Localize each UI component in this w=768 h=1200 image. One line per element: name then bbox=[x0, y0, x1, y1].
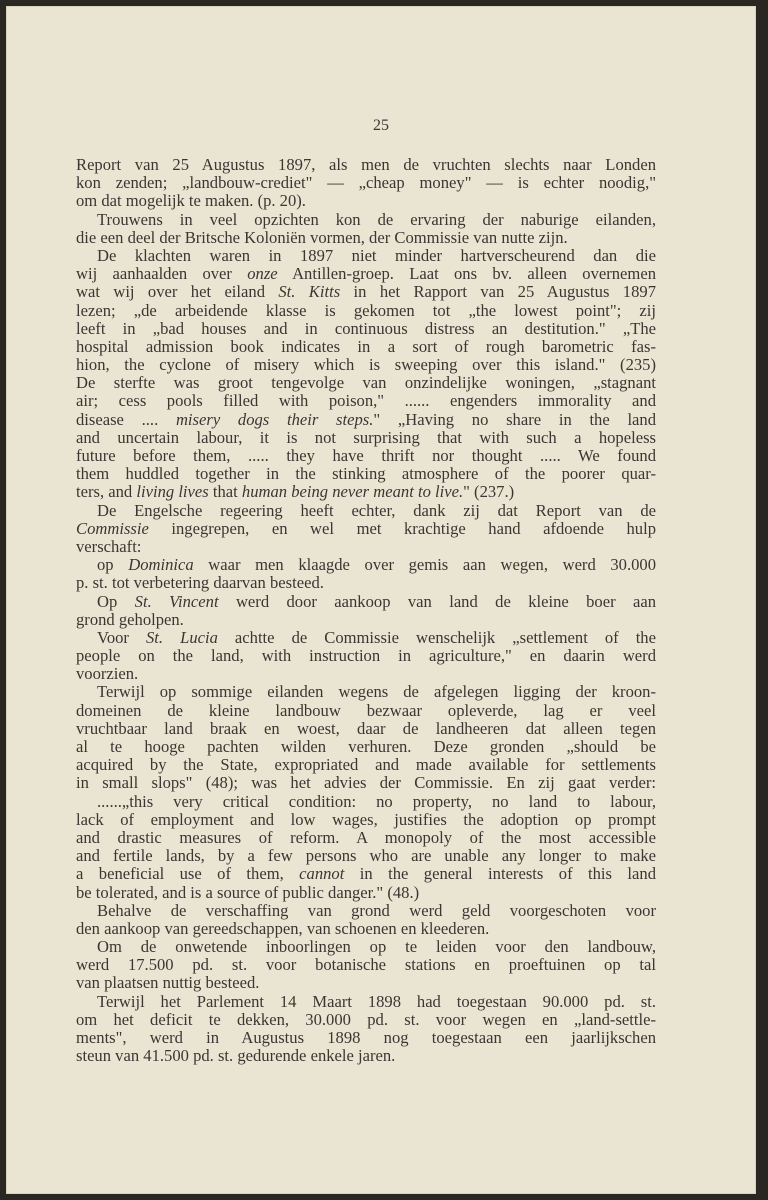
text-line: acquired by the State, expropriated and made available for settlements bbox=[76, 755, 656, 775]
text-line: and uncertain labour, it is not surprising that with such a hopeless bbox=[76, 427, 656, 447]
text-line: and drastic measures of reform. A monopoly of the most accessible bbox=[76, 827, 656, 847]
page bbox=[6, 6, 756, 1194]
text-span: ingegrepen, en wel met krachtige hand afdoende hulp bbox=[148, 518, 656, 538]
text-line: p. st. tot verbetering daarvan besteed. bbox=[76, 573, 324, 593]
text-line: om het deficit te dekken, 30.000 pd. st. voor wegen en „land-settle- bbox=[76, 1009, 656, 1029]
text-line: die een deel der Britsche Koloniën vormen, der Commissie van nutte zijn. bbox=[76, 227, 568, 247]
text-line: van plaatsen nuttig besteed. bbox=[76, 973, 260, 993]
text-line: hospital admission book indicates in a sort of rough barometric fas- bbox=[76, 336, 656, 356]
text-span: " „Having no share in the land bbox=[373, 409, 657, 429]
italic-span: St. Vincent bbox=[134, 591, 219, 611]
text-line: De sterfte was groot tengevolge van onzindelijke woningen, „stagnant bbox=[76, 373, 656, 393]
text-line bbox=[76, 265, 656, 283]
body-text bbox=[76, 156, 656, 1065]
text-line: people on the land, with instruction in agriculture," en daarin werd bbox=[76, 646, 656, 666]
text-span: Voor bbox=[97, 627, 146, 647]
text-line: be tolerated, and is a source of public danger." (48.) bbox=[76, 882, 420, 902]
text-line: Report van 25 Augustus 1897, als men de vruchten slechts naar Londen bbox=[76, 155, 656, 174]
italic-span: living lives bbox=[136, 482, 209, 502]
italic-span: Commissie bbox=[76, 518, 149, 538]
text-line bbox=[76, 283, 656, 301]
text-span: wat wij over het eiland bbox=[76, 282, 279, 302]
text-span: in the general interests of this land bbox=[344, 864, 656, 884]
text-line: hion, the cyclone of misery which is sweeping over this island." (235) bbox=[76, 355, 656, 375]
text-span: waar men klaagde over gemis aan wegen, werd 30.000 bbox=[193, 555, 656, 575]
text-line bbox=[76, 865, 656, 883]
text-line: De klachten waren in 1897 niet minder hartverscheurend dan die bbox=[97, 245, 656, 265]
text-line: future before them, ..... they have thrift nor thought ..... We found bbox=[76, 446, 656, 465]
text-span: wij aanhaalden over bbox=[76, 264, 248, 284]
text-line bbox=[76, 483, 656, 501]
text-line: om dat mogelijk te maken. (p. 20). bbox=[76, 191, 306, 211]
italic-span: cannot bbox=[299, 864, 345, 884]
text-line: verschaft: bbox=[76, 536, 142, 556]
text-line: ments", werd in Augustus 1898 nog toegestaan een jaarlijkschen bbox=[76, 1028, 656, 1047]
text-line: kon zenden; „landbouw-crediet" — „cheap money" — is echter noodig," bbox=[76, 173, 656, 193]
text-span: disease .... bbox=[76, 409, 176, 429]
text-line: steun van 41.500 pd. st. gedurende enkele jaren. bbox=[76, 1046, 396, 1066]
text-line: domeinen de kleine landbouw bezwaar opleverde, lag er veel bbox=[76, 700, 656, 720]
text-span: in het Rapport van 25 Augustus 1897 bbox=[340, 282, 656, 302]
text-span: ters, and bbox=[76, 482, 137, 502]
text-line bbox=[76, 411, 656, 429]
text-line: vruchtbaar land braak en woest, daar de landheeren dat alleen tegen bbox=[76, 718, 656, 738]
italic-span: Dominica bbox=[128, 555, 194, 575]
text-span: Antillen-groep. Laat ons bv. alleen overnemen bbox=[277, 264, 656, 284]
text-line: Behalve de verschaffing van grond werd geld voorgeschoten voor bbox=[97, 900, 656, 920]
text-line: ......„this very critical condition: no property, no land to labour, bbox=[97, 791, 656, 811]
text-line: Terwijl op sommige eilanden wegens de afgelegen ligging der kroon- bbox=[97, 682, 656, 702]
italic-span: misery dogs their steps. bbox=[175, 409, 374, 429]
text-line: werd 17.500 pd. st. voor botanische stations en proeftuinen op tal bbox=[76, 955, 656, 975]
text-line: Trouwens in veel opzichten kon de ervaring der naburige eilanden, bbox=[97, 209, 656, 229]
italic-span: onze bbox=[247, 264, 278, 284]
text-line: lack of employment and low wages, justifies the adoption op prompt bbox=[76, 809, 656, 829]
text-line: leeft in „bad houses and in continuous distress an destitution." „The bbox=[76, 318, 656, 338]
text-span: a beneficial use of them, bbox=[76, 864, 300, 884]
text-line: lezen; „de arbeidende klasse is gekomen tot „the lowest point"; zij bbox=[76, 300, 656, 320]
text-span: " (237.) bbox=[463, 482, 515, 502]
text-line: air; cess pools filled with poison," ...... engenders immorality and bbox=[76, 391, 656, 411]
text-line: in small slops" (48); was het advies der Commissie. En zij gaat verder: bbox=[76, 773, 656, 793]
text-span: Op bbox=[97, 591, 135, 611]
text-line: De Engelsche regeering heeft echter, dank zij dat Report van de bbox=[97, 500, 656, 520]
text-line bbox=[76, 593, 656, 611]
text-span: op bbox=[97, 555, 129, 575]
text-line: them huddled together in the stinking atmosphere of the poorer quar- bbox=[76, 464, 656, 484]
text-line: den aankoop van gereedschappen, van schoenen en kleederen. bbox=[76, 918, 490, 938]
italic-span: St. Lucia bbox=[146, 627, 218, 647]
italic-span: human being never meant to live. bbox=[241, 482, 464, 502]
text-line: voorzien. bbox=[76, 664, 139, 684]
italic-span: St. Kitts bbox=[278, 282, 341, 302]
text-line bbox=[76, 629, 656, 647]
text-line: Terwijl het Parlement 14 Maart 1898 had toegestaan 90.000 pd. st. bbox=[97, 991, 656, 1011]
text-span: that bbox=[208, 482, 242, 502]
text-span: werd door aankoop van land de kleine boer aan bbox=[218, 591, 657, 611]
text-line bbox=[76, 520, 656, 538]
text-line: al te hooge pachten wilden verhuren. Deze gronden „should be bbox=[76, 737, 656, 756]
text-line: Om de onwetende inboorlingen op te leiden voor den landbouw, bbox=[97, 937, 656, 957]
text-line: and fertile lands, by a few persons who are unable any longer to make bbox=[76, 846, 656, 866]
text-line: grond geholpen. bbox=[76, 609, 184, 629]
text-span: achtte de Commissie wenschelijk „settlement of the bbox=[217, 627, 656, 647]
text-line bbox=[76, 556, 656, 574]
page-number: 25 bbox=[373, 117, 389, 134]
